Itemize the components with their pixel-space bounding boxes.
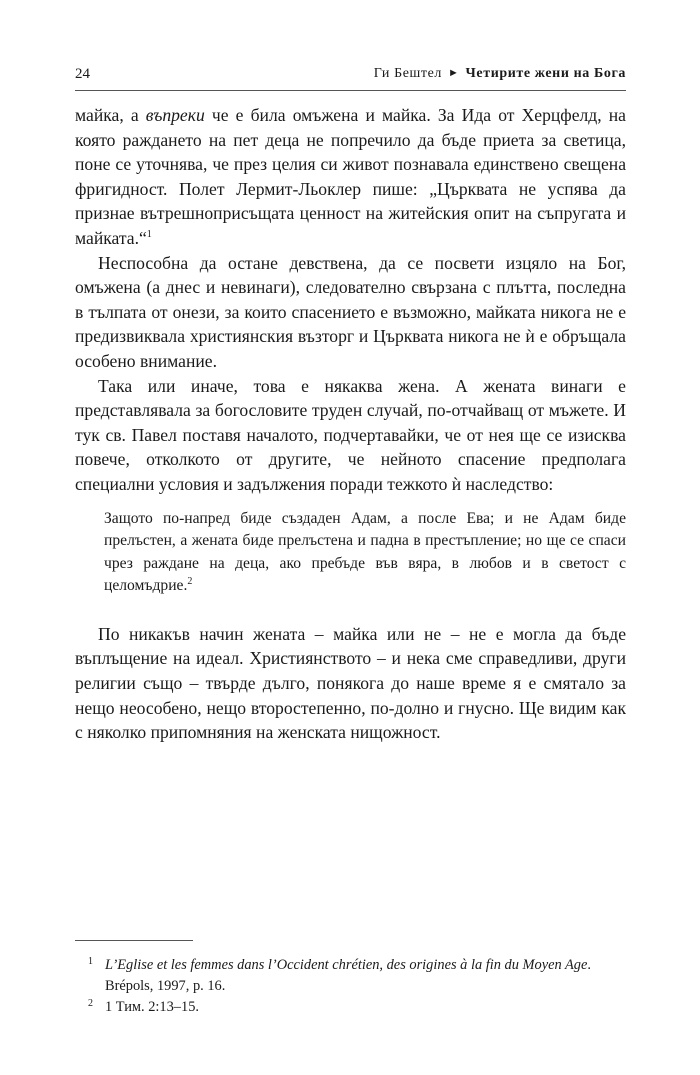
footnote-2-mark: 2 [88, 998, 93, 1010]
emphasis-word: въпреки [145, 105, 205, 125]
footnote-2 [75, 997, 626, 1018]
paragraph-2: Неспособна да остане девствена, да се посвети изцяло на Бог, омъжена (а днес и невинаги), следователно свързана с плътта, последна в тълпата от онези, за които спасението е възможно, майката никога не е предизвиквала християнския възторг и Църквата никога не ѝ е обръщала особено внимание. [75, 252, 626, 371]
footnote-1-title: L’Eglise et les femmes dans l’Occident chrétien, des origines à la fin du Moyen Age [105, 957, 588, 973]
footnote-2-text: 1 Тим. 2:13–15. [105, 999, 199, 1016]
author-name: Ги Бештел [373, 66, 443, 81]
running-head [374, 66, 626, 82]
footnote-divider [75, 940, 193, 941]
footnote-1-source: . Brépols, 1997, p. 16. [105, 957, 591, 994]
page-number: 24 [75, 66, 90, 82]
paragraph-4: По никакъв начин жената – майка или не – не е могла да бъде въплъщение на идеал. Християнството – и нека сме справедливи, други религии също – твърде дълго, понякога до наше време я е смятало за нещо неособено, нещо второстепенно, по-долно и гнусно. Ще видим как с няколко припомняния на женската нищожност. [75, 623, 626, 743]
quote-text: Защото по-напред биде създаден Адам, а после Ева; и не Адам биде прелъстен, а жената биде прелъстена и падна в престъпление; но ще се спаси чрез раждане на деца, ако пребъде във вяра, в любов и в светост с целомъдрие. [104, 509, 626, 595]
scripture-quote [104, 508, 626, 598]
paragraph-1-start: майка, а [75, 105, 146, 125]
paragraph-1-rest: че е била омъжена и майка. За Ида от Херцфелд, на която раждането на пет деца не попречило да бъде приета за светица, поне се уточнява, че през целия си живот познавала единствено свещена фригидност. Полет Лермит-Льоклер пише: „Църквата не успява да признае вътрешноприсъщата ценност на житейския опит на съпругата и майката.“ [75, 105, 626, 248]
footnote-ref-2: 2 [187, 576, 193, 588]
triangle-separator-icon: ► [448, 67, 460, 79]
footnotes [75, 955, 626, 1019]
footnote-1 [75, 955, 626, 996]
running-header [75, 64, 626, 91]
book-title: Четирите жени на Бога [465, 66, 626, 81]
paragraph-1 [75, 103, 626, 251]
main-text [75, 103, 626, 745]
footnote-ref-1: 1 [146, 229, 152, 241]
paragraph-3: Така или иначе, това е някаква жена. А жената винаги е представлявала за богословите труден случай, по-отчайващ от мъжете. И тук св. Павел поставя началото, подчертавайки, че от нея ще се изисква повече, отколкото от другите, че нейното спасение предполага специални условия и задължения поради тежкото ѝ наследство: [75, 375, 626, 494]
footnote-1-mark: 1 [88, 956, 93, 967]
